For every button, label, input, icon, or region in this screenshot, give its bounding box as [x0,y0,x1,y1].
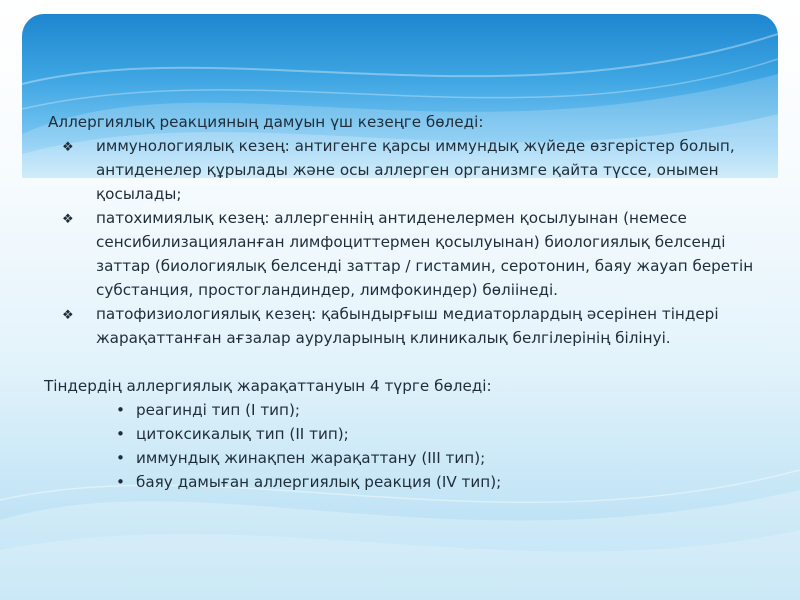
section2-heading: Тіндердің аллергиялық жарақаттануын 4 түрге бөледі: [44,377,492,395]
list-item-text: реагинді тип (І тип); [136,401,301,419]
list-item [116,470,756,494]
diamond-bullet-icon: ❖ [62,212,74,227]
list-item-text: иммундық жинақпен жарақаттану (ІІІ тип); [136,449,486,467]
list-item [116,398,756,422]
dot-bullet-icon: • [116,401,125,419]
list-item-text: патофизиологиялық кезең: қабындырғыш медиаторлардың әсерінен тіндері жарақаттанған ағзалар ауруларының клиникалық белгілерінің білінуі. [96,305,719,347]
list-item [116,446,756,470]
list-item [62,134,778,206]
dot-bullet-icon: • [116,473,125,491]
dot-bullet-icon: • [116,449,125,467]
section1-heading: Аллергиялық реакцияның дамуын үш кезеңге бөледі: [48,113,484,131]
list-item [62,206,778,302]
list-item-text: иммунологиялық кезең: антигенге қарсы иммундық жүйеде өзгерістер болып, антиденелер құрылады және осы аллерген организмге қайта түссе, онымен қосылады; [96,137,735,203]
list-item [62,302,778,350]
list-item [116,422,756,446]
list-item-text: патохимиялық кезең: аллергеннің антиденелермен қосылуынан (немесе сенсибилизацияланған лимфоциттермен қосылуынан) биологиялық белсенді заттар (биологиялық белсенді заттар / гистамин, серотонин, баяу жауап беретін субстанция, простогландиндер, лимфокиндер) бөліінеді. [96,209,754,299]
diamond-bullet-icon: ❖ [62,140,74,155]
dot-bullet-icon: • [116,425,125,443]
list-item-text: цитоксикалық тип (ІІ тип); [136,425,349,443]
stages-list [62,134,778,350]
list-item-text: баяу дамыған аллергиялық реакция (ІV тип); [136,473,502,491]
types-list [116,398,756,494]
diamond-bullet-icon: ❖ [62,308,74,323]
